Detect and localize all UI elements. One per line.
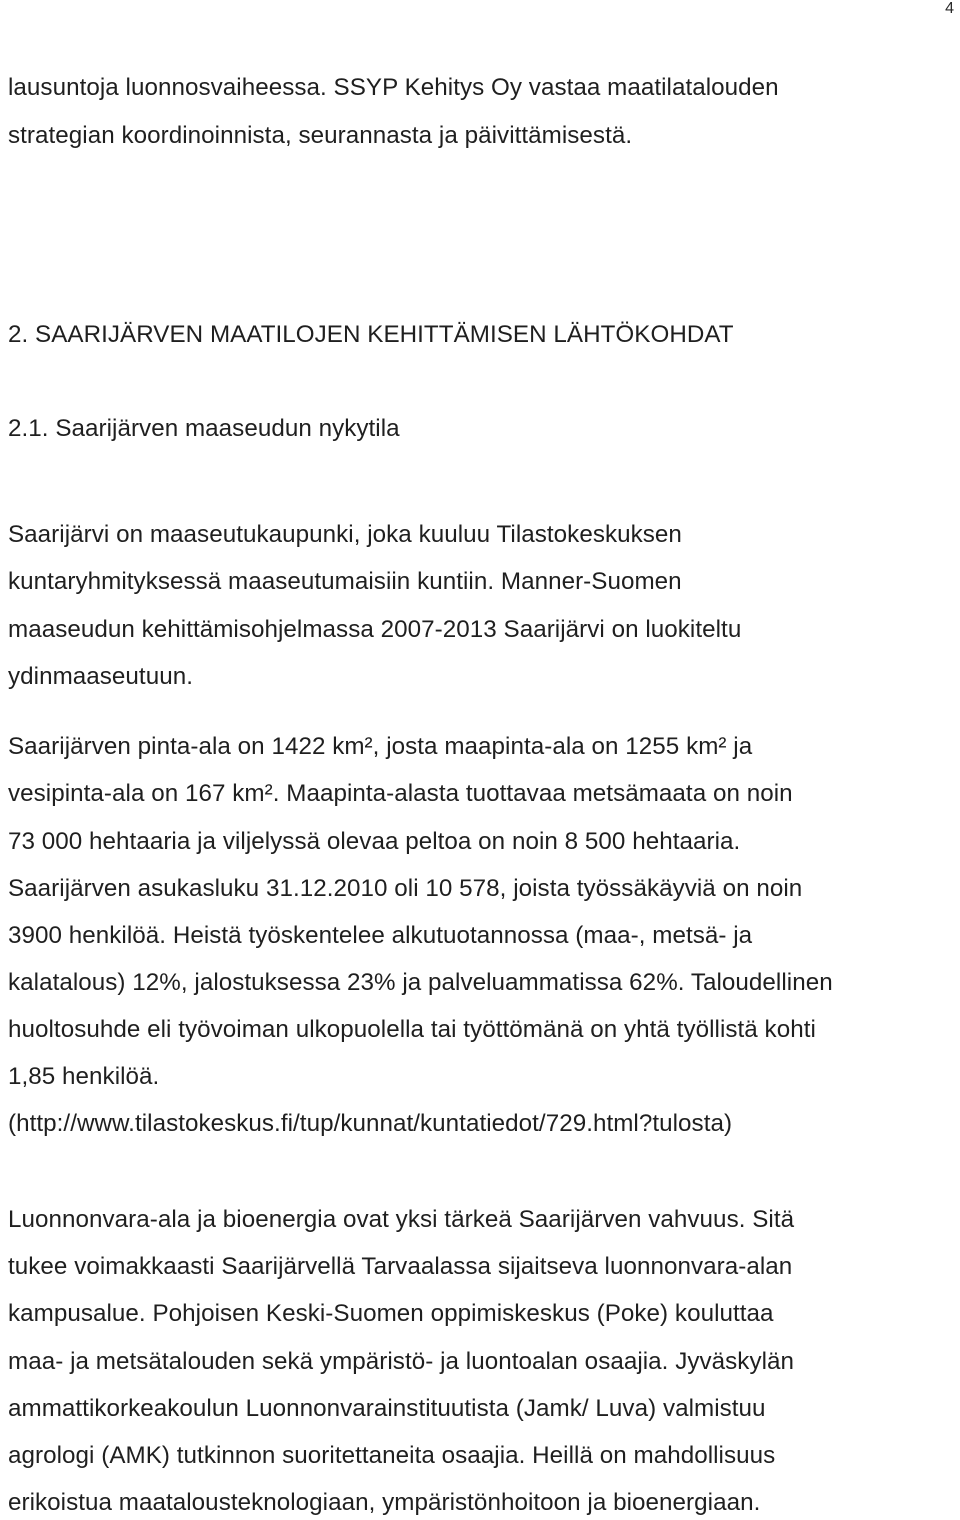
- paragraph2-line-2: vesipinta-ala on 167 km². Maapinta-alasta tuottavaa metsämaata on noin: [8, 780, 793, 807]
- paragraph2-line-1: Saarijärven pinta-ala on 1422 km², josta maapinta-ala on 1255 km² ja: [8, 733, 753, 760]
- intro-line-1: lausuntoja luonnosvaiheessa. SSYP Kehitys Oy vastaa maatilatalouden: [8, 74, 779, 101]
- chapter-heading: 2. SAARIJÄRVEN MAATILOJEN KEHITTÄMISEN LÄHTÖKOHDAT: [8, 321, 734, 348]
- paragraph1-line-2: kuntaryhmityksessä maaseutumaisiin kuntiin. Manner-Suomen: [8, 568, 682, 595]
- paragraph3-line-5: ammattikorkeakoulun Luonnonvarainstituutista (Jamk/ Luva) valmistuu: [8, 1395, 766, 1422]
- section-heading: 2.1. Saarijärven maaseudun nykytila: [8, 415, 400, 442]
- paragraph1-line-1: Saarijärvi on maaseutukaupunki, joka kuuluu Tilastokeskuksen: [8, 521, 682, 548]
- paragraph1-line-4: ydinmaaseutuun.: [8, 663, 193, 690]
- page-number: 4: [945, 0, 954, 17]
- paragraph2-line-3: 73 000 hehtaaria ja viljelyssä olevaa peltoa on noin 8 500 hehtaaria.: [8, 828, 741, 855]
- paragraph1-line-3: maaseudun kehittämisohjelmassa 2007-2013 Saarijärvi on luokiteltu: [8, 616, 742, 643]
- paragraph2-line-5: 3900 henkilöä. Heistä työskentelee alkutuotannossa (maa-, metsä- ja: [8, 922, 753, 949]
- paragraph2-line-6: kalatalous) 12%, jalostuksessa 23% ja palveluammatissa 62%. Taloudellinen: [8, 969, 833, 996]
- intro-line-2: strategian koordinoinnista, seurannasta ja päivittämisestä.: [8, 122, 633, 149]
- paragraph2-line-8: 1,85 henkilöä.: [8, 1063, 160, 1090]
- paragraph2-line-4: Saarijärven asukasluku 31.12.2010 oli 10 578, joista työssäkäyviä on noin: [8, 875, 803, 902]
- paragraph2-line-7: huoltosuhde eli työvoiman ulkopuolella tai työttömänä on yhtä työllistä kohti: [8, 1016, 816, 1043]
- paragraph3-line-3: kampusalue. Pohjoisen Keski-Suomen oppimiskeskus (Poke) kouluttaa: [8, 1300, 774, 1327]
- paragraph3-line-1: Luonnonvara-ala ja bioenergia ovat yksi tärkeä Saarijärven vahvuus. Sitä: [8, 1206, 795, 1233]
- paragraph3-line-4: maa- ja metsätalouden sekä ympäristö- ja luontoalan osaajia. Jyväskylän: [8, 1348, 795, 1375]
- paragraph3-line-6: agrologi (AMK) tutkinnon suoritettaneita osaajia. Heillä on mahdollisuus: [8, 1442, 776, 1469]
- paragraph3-line-2: tukee voimakkaasti Saarijärvellä Tarvaalassa sijaitseva luonnonvara-alan: [8, 1253, 793, 1280]
- paragraph2-source-link: (http://www.tilastokeskus.fi/tup/kunnat/kuntatiedot/729.html?tulosta): [8, 1110, 733, 1137]
- paragraph3-line-7: erikoistua maatalousteknologiaan, ympäristönhoitoon ja bioenergiaan.: [8, 1489, 761, 1516]
